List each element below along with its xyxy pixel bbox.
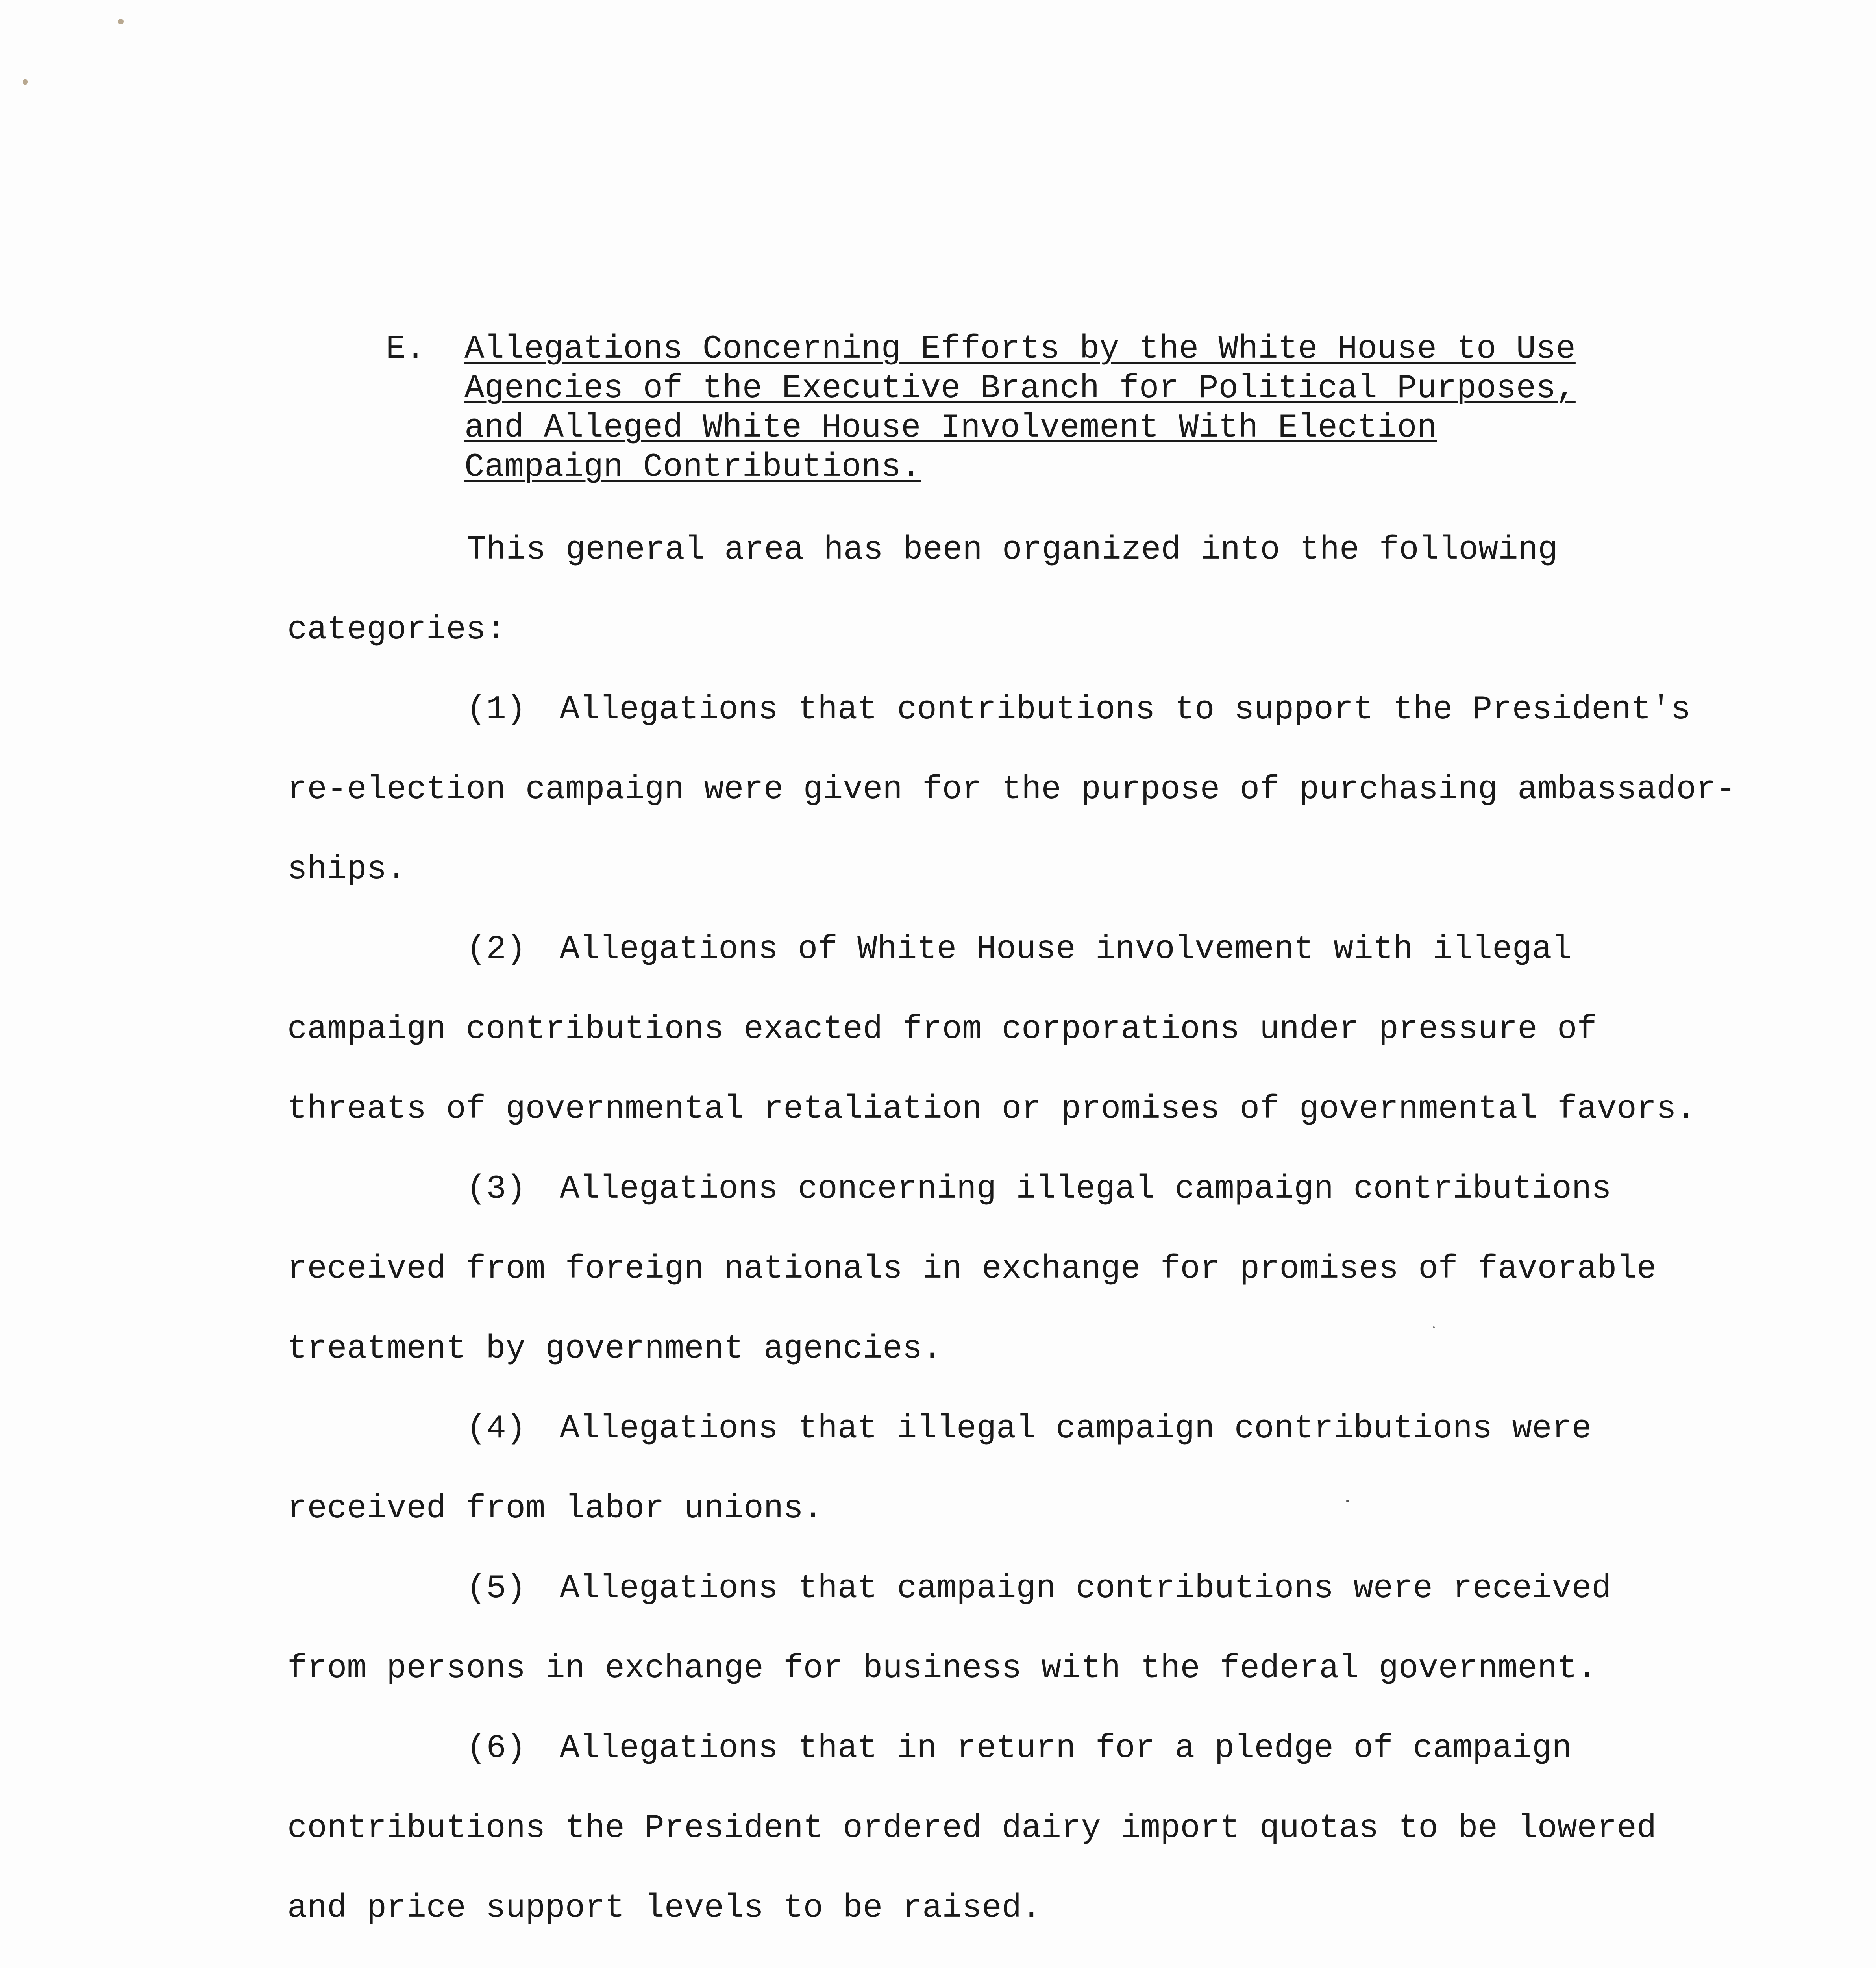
item-number: (1) (466, 691, 526, 729)
list-item-3 (287, 1149, 1744, 1229)
item-text: Allegations that illegal campaign contributions were (560, 1410, 1592, 1448)
section-title-line: Allegations Concerning Efforts by the White House to Use (464, 331, 1576, 368)
paper-speck (23, 79, 28, 85)
list-item-5 (287, 1549, 1744, 1629)
item-number: (6) (466, 1730, 526, 1767)
item-text-line: received from labor unions. (287, 1490, 823, 1528)
item-text: Allegations of White House involvement with illegal (560, 931, 1572, 968)
list-item-2 (287, 910, 1744, 990)
item-text-line: threats of governmental retaliation or promises of governmental favors. (287, 1091, 1696, 1128)
item-text: Allegations concerning illegal campaign contributions (560, 1171, 1611, 1208)
item-text: Allegations that contributions to support the President's (560, 691, 1691, 729)
item-text-line: contributions the President ordered dairy import quotas to be lowered (287, 1810, 1657, 1847)
item-number: (5) (466, 1570, 526, 1607)
item-text-line: campaign contributions exacted from corporations under pressure of (287, 1011, 1597, 1048)
intro-line: categories: (287, 611, 506, 649)
document-body (287, 510, 1744, 1948)
list-item-6 (287, 1709, 1744, 1789)
item-number: (3) (466, 1171, 526, 1208)
item-number: (4) (466, 1410, 526, 1448)
section-title-line: Agencies of the Executive Branch for Political Purposes, (464, 370, 1576, 407)
item-number: (2) (466, 931, 526, 968)
list-item-4 (287, 1389, 1744, 1469)
section-title (464, 330, 1685, 487)
item-text-line: ships. (287, 851, 407, 888)
item-text: Allegations that campaign contributions were received (560, 1570, 1611, 1607)
section-title-line: Campaign Contributions. (464, 449, 921, 486)
section-letter: E. (386, 331, 426, 368)
item-text-line: and price support levels to be raised. (287, 1890, 1042, 1927)
list-item-1 (287, 670, 1744, 750)
item-text-line: re-election campaign were given for the purpose of purchasing ambassador- (287, 771, 1736, 808)
item-text-line: received from foreign nationals in exchange for promises of favorable (287, 1250, 1657, 1288)
item-text-line: treatment by government agencies. (287, 1330, 942, 1368)
intro-line: This general area has been organized into the following (466, 531, 1558, 569)
section-title-line: and Alleged White House Involvement With Election (464, 409, 1437, 447)
item-text-line: from persons in exchange for business with the federal government. (287, 1650, 1597, 1687)
item-text: Allegations that in return for a pledge of campaign (560, 1730, 1572, 1767)
paper-speck (118, 19, 124, 24)
